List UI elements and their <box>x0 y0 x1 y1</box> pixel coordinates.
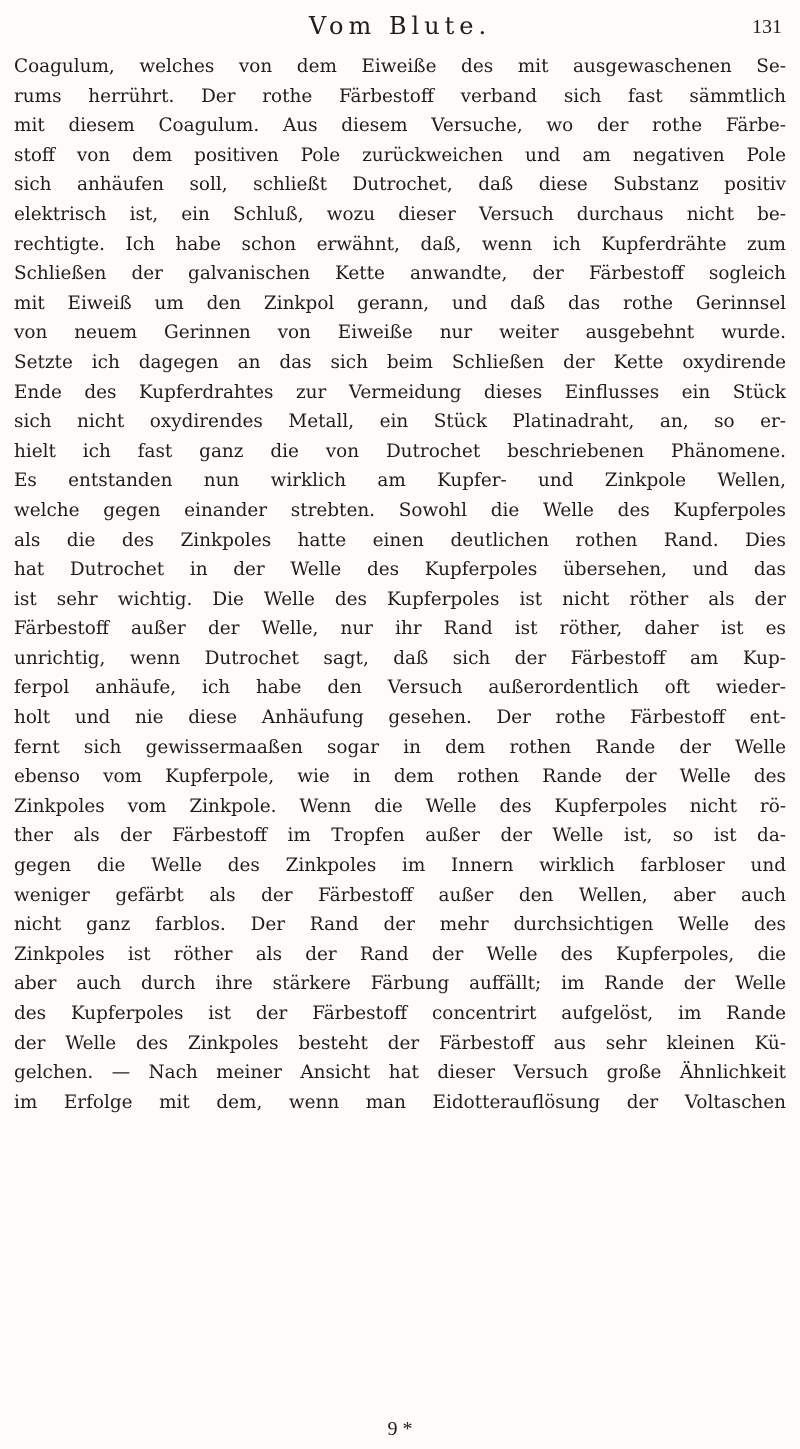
text-line: weniger gefärbt als der Färbestoff außer den Wellen, aber auch <box>14 884 786 906</box>
text-line: Setzte ich dagegen an das sich beim Schließen der Kette oxydirende <box>14 351 786 373</box>
body-text <box>14 52 786 1117</box>
text-line: mit Eiweiß um den Zinkpol gerann, und daß das rothe Gerinnsel <box>14 292 786 314</box>
text-line: Färbestoff außer der Welle, nur ihr Rand ist röther, daher ist es <box>14 618 786 640</box>
text-line: ferpol anhäufe, ich habe den Versuch außerordentlich oft wieder- <box>14 677 786 699</box>
text-line: Zinkpoles vom Zinkpole. Wenn die Welle des Kupferpoles nicht rö- <box>14 795 786 817</box>
text-line: unrichtig, wenn Dutrochet sagt, daß sich der Färbestoff am Kup- <box>14 647 786 669</box>
text-line: Schließen der galvanischen Kette anwandte, der Färbestoff sogleich <box>14 263 786 285</box>
text-line: von neuem Gerinnen von Eiweiße nur weiter ausgebehnt wurde. <box>14 322 786 344</box>
text-line: Es entstanden nun wirklich am Kupfer- und Zinkpole Wellen, <box>14 470 786 492</box>
text-line: welche gegen einander strebten. Sowohl die Welle des Kupferpoles <box>14 499 786 521</box>
running-title: Vom Blute. <box>308 12 492 40</box>
text-line: gelchen. — Nach meiner Ansicht hat dieser Versuch große Ähnlichkeit <box>14 1062 786 1084</box>
text-line: der Welle des Zinkpoles besteht der Färbestoff aus sehr kleinen Kü- <box>14 1032 786 1054</box>
text-line: stoff von dem positiven Pole zurückweichen und am negativen Pole <box>14 144 786 166</box>
text-line: mit diesem Coagulum. Aus diesem Versuche, wo der rothe Färbe- <box>14 115 786 137</box>
text-line: Coagulum, welches von dem Eiweiße des mit ausgewaschenen Se- <box>14 56 786 77</box>
text-line: nicht ganz farblos. Der Rand der mehr durchsichtigen Welle des <box>14 914 786 936</box>
text-line: Ende des Kupferdrahtes zur Vermeidung dieses Einflusses ein Stück <box>14 381 786 403</box>
text-line: als die des Zinkpoles hatte einen deutlichen rothen Rand. Dies <box>14 529 786 551</box>
text-line: hielt ich fast ganz die von Dutrochet beschriebenen Phänomene. <box>14 440 786 462</box>
signature-mark: 9 * <box>387 1418 413 1440</box>
text-line: rechtigte. Ich habe schon erwähnt, daß, wenn ich Kupferdrähte zum <box>14 233 786 255</box>
text-line: sich anhäufen soll, schließt Dutrochet, daß diese Substanz positiv <box>14 174 786 196</box>
page-number: 131 <box>752 16 782 38</box>
text-line: im Erfolge mit dem, wenn man Eidotterauflösung der Voltaschen <box>14 1091 786 1113</box>
text-line: fernt sich gewissermaaßen sogar in dem rothen Rande der Welle <box>14 736 786 758</box>
page-header <box>0 10 800 46</box>
text-line: ther als der Färbestoff im Tropfen außer der Welle ist, so ist da- <box>14 825 786 847</box>
text-line: sich nicht oxydirendes Metall, ein Stück Platinadraht, an, so er- <box>14 411 786 433</box>
text-line: elektrisch ist, ein Schluß, wozu dieser Versuch durchaus nicht be- <box>14 203 786 225</box>
text-line: ebenso vom Kupferpole, wie in dem rothen Rande der Welle des <box>14 766 786 788</box>
text-line: Zinkpoles ist röther als der Rand der Welle des Kupferpoles, die <box>14 943 786 965</box>
text-line: rums herrührt. Der rothe Färbestoff verband sich fast sämmtlich <box>14 85 786 107</box>
text-line: hat Dutrochet in der Welle des Kupferpoles übersehen, und das <box>14 559 786 581</box>
text-line: des Kupferpoles ist der Färbestoff concentrirt aufgelöst, im Rande <box>14 1003 786 1024</box>
text-line: aber auch durch ihre stärkere Färbung auffällt; im Rande der Welle <box>14 973 786 995</box>
text-line: gegen die Welle des Zinkpoles im Innern wirklich farbloser und <box>14 855 786 877</box>
text-line: holt und nie diese Anhäufung gesehen. Der rothe Färbestoff ent- <box>14 707 786 729</box>
text-line: ist sehr wichtig. Die Welle des Kupferpoles ist nicht röther als der <box>14 588 786 610</box>
